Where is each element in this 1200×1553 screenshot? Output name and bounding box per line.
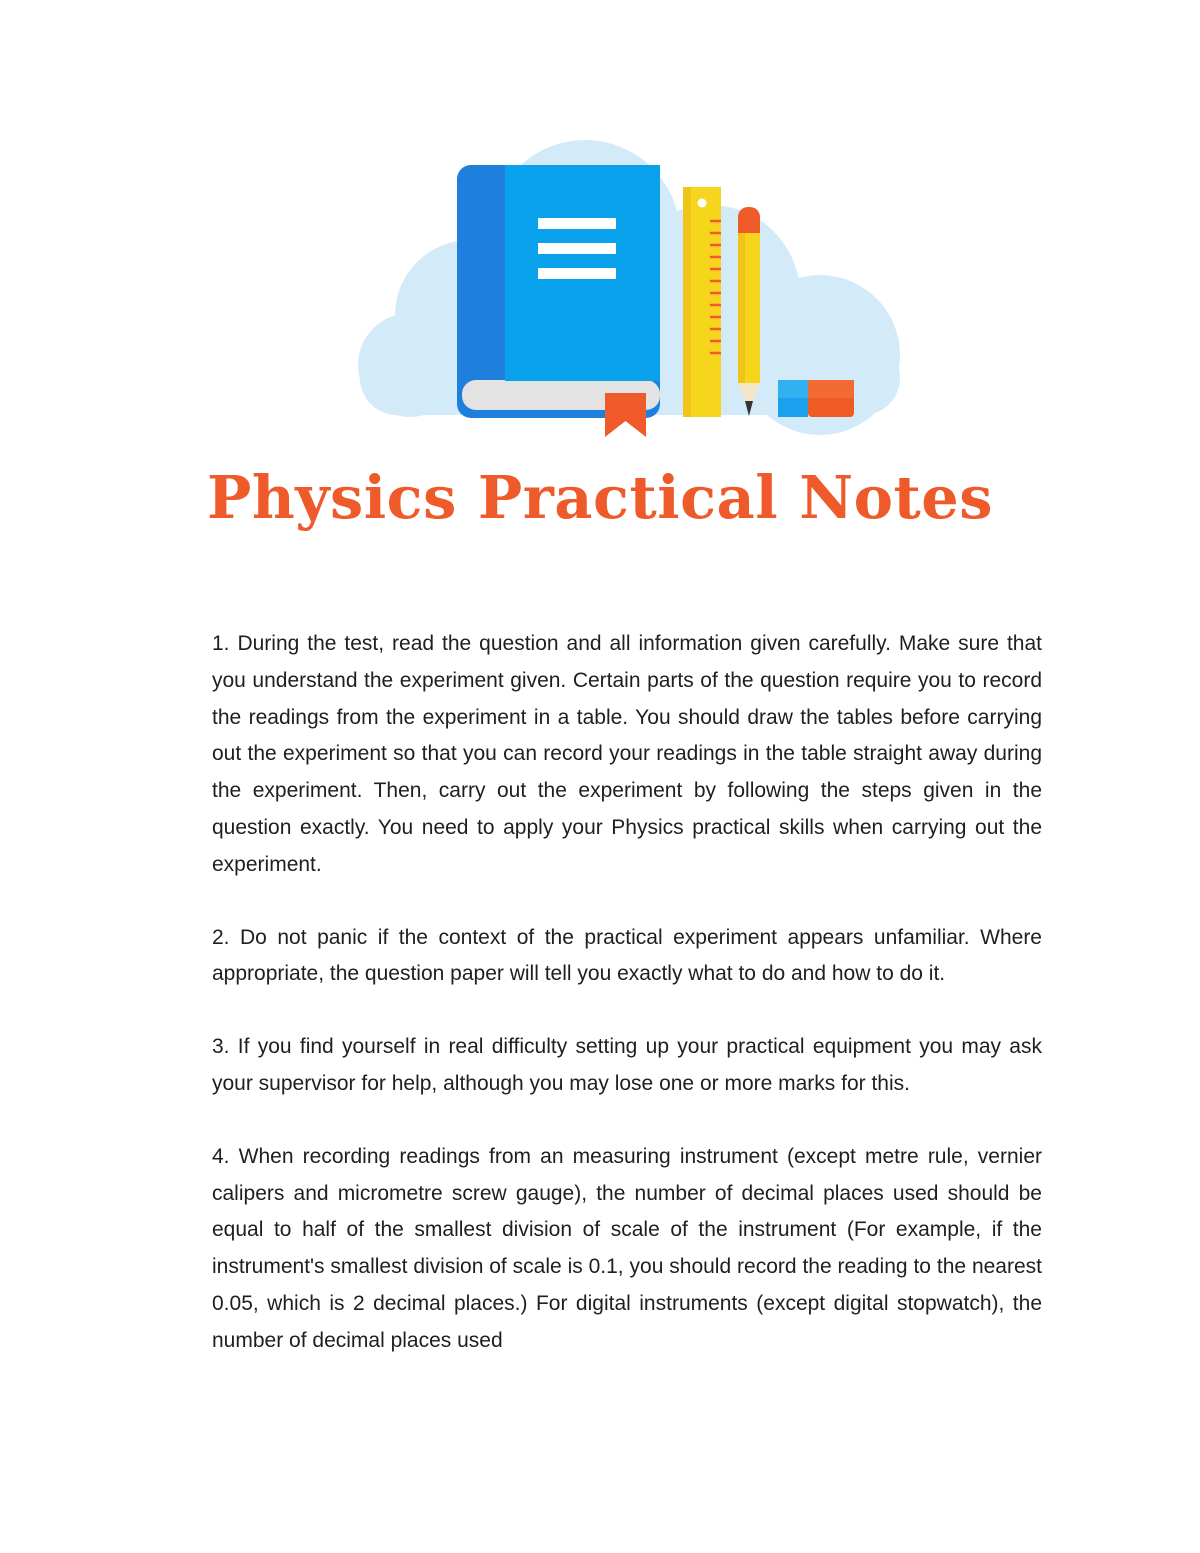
- note-paragraph: 3. If you find yourself in real difficulty setting up your practical equipment you may ask your supervisor for help, although you may lose one or more marks for this.: [212, 1035, 1042, 1095]
- bookmark-icon: [605, 393, 646, 437]
- pencil-icon: [738, 207, 760, 416]
- note-paragraph: 2. Do not panic if the context of the practical experiment appears unfamiliar. Where appropriate, the question paper will tell you exactly what to do and how to do it.: [212, 925, 1042, 986]
- header-illustration: [350, 125, 910, 445]
- note-paragraph: 4. When recording readings from an measuring instrument (except metre rule, vernier calipers and micrometre screw gauge), the number of decimal places used should be equal to half of the smallest division of scale of the instrument (For example, if the instrument's smallest division of scale is 0.1, you should record the reading to the nearest 0.05, which is 2 decimal places.) For digital instruments (except digital stopwatch), the number of decimal places used: [212, 1144, 1042, 1352]
- book-icon: [457, 165, 660, 418]
- eraser-icon: [778, 380, 854, 417]
- document-title: Physics Practical Notes: [206, 463, 994, 532]
- notes-content: [212, 626, 1042, 1396]
- ruler-icon: [683, 187, 721, 417]
- note-paragraph: 1. During the test, read the question and all information given carefully. Make sure that you understand the experiment given. Certain parts of the question require you to record the readings from the experiment in a table. You should draw the tables before carrying out the experiment so that you can record your readings in the table straight away during the experiment. Then, carry out the experiment by following the steps given in the question exactly. You need to apply your Physics practical skills when carrying out the experiment.: [212, 632, 1042, 876]
